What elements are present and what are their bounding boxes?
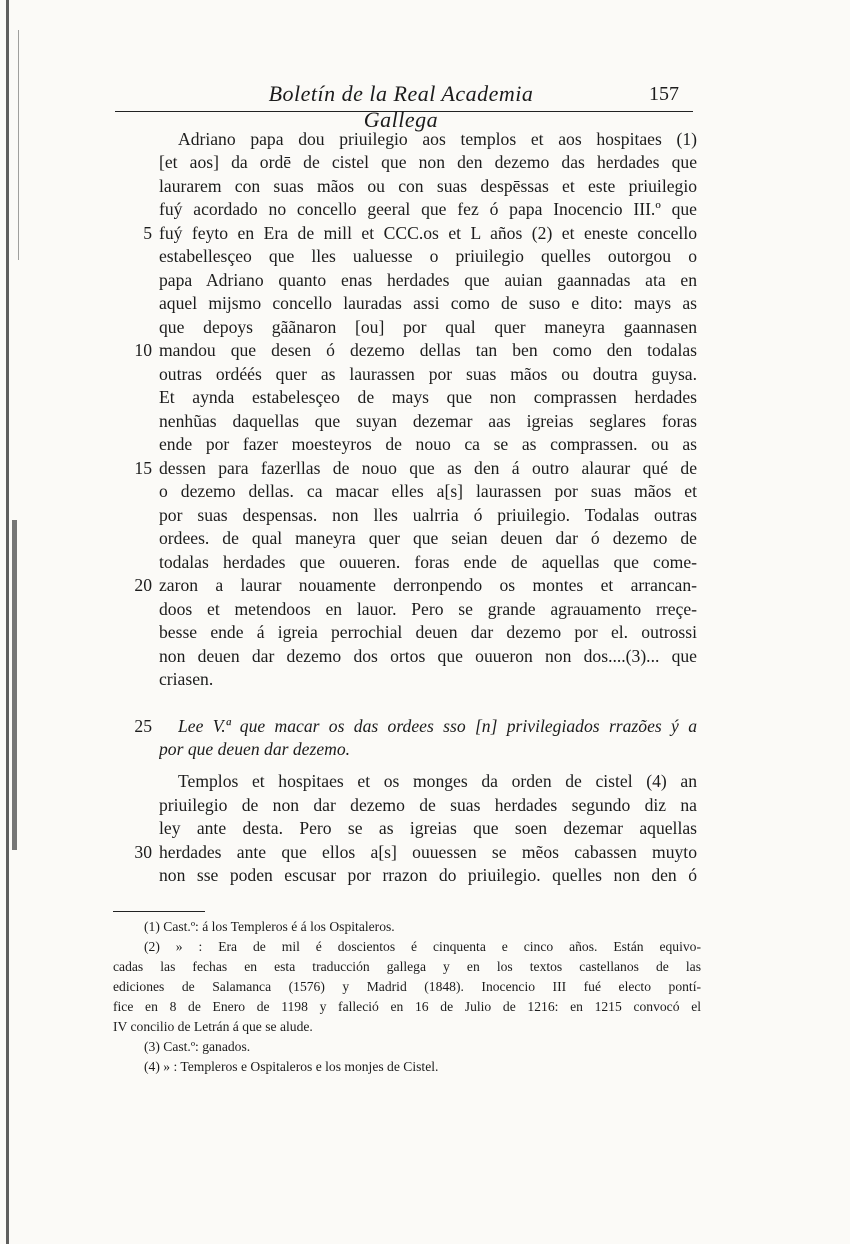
footnote-line: fice en 8 de Enero de 1198 y falleció en 16 de Julio de 1216: en 1215 convocó el bbox=[113, 999, 701, 1014]
body-line: o dezemo dellas. ca macar elles a[s] laurassen por suas mãos et bbox=[159, 481, 697, 501]
body-line: fuý acordado no concello geeral que fez ó papa Inocencio III.º que bbox=[159, 199, 697, 219]
body-line: criasen. bbox=[159, 669, 214, 689]
binding-stroke bbox=[12, 520, 17, 850]
line-number: 20 bbox=[134, 575, 152, 595]
body-line: mandou que desen ó dezemo dellas tan ben como den todalas bbox=[159, 340, 697, 360]
footnote-line: (4) » : Templeros e Ospitaleros e los monjes de Cistel. bbox=[144, 1059, 439, 1074]
body-line: laurarem con suas mãos ou con suas despēssas et este priuilegio bbox=[159, 176, 697, 196]
line-number: 15 bbox=[134, 458, 152, 478]
body-line: fuý feyto en Era de mill et CCC.os et L años (2) et eneste concello bbox=[159, 223, 697, 243]
body-line: dessen para fazerllas de nouo que as den á outro alaurar qué de bbox=[159, 458, 697, 478]
footnote-line: ediciones de Salamanca (1576) y Madrid (1848). Inocencio III fué electo pontí- bbox=[113, 979, 701, 994]
page-number: 157 bbox=[649, 83, 679, 105]
body-line: non sse poden escusar por rrazon do priuilegio. quelles non den ó bbox=[159, 865, 697, 885]
binding-stroke bbox=[6, 0, 9, 1244]
body-line: non deuen dar dezemo dos ortos que ouueron non dos....(3)... que bbox=[159, 646, 697, 666]
line-number: 5 bbox=[143, 223, 152, 243]
body-line: que depoys gããnaron [ou] por qual quer maneyra gaannasen bbox=[159, 317, 697, 337]
body-line: besse ende á igreia perrochial deuen dar dezemo por el. outrossi bbox=[159, 622, 697, 642]
body-line: nenhũas daquellas que suyan dezemar aas igreias seglares foras bbox=[159, 411, 697, 431]
line-number: 25 bbox=[134, 716, 152, 736]
running-title: Boletín de la Real Academia Gallega bbox=[268, 81, 534, 132]
body-line: ordees. de qual maneyra quer que seian deuen dar ó dezemo de bbox=[159, 528, 697, 548]
footnote-rule bbox=[113, 911, 205, 912]
body-line: Et aynda estabelesçeo de mays que non comprassen herdades bbox=[159, 387, 697, 407]
body-line: Templos et hospitaes et os monges da orden de cistel (4) an bbox=[178, 771, 697, 791]
line-number: 10 bbox=[134, 340, 152, 360]
body-line: aquel mijsmo concello lauradas assi como de suso e dito: mays as bbox=[159, 293, 697, 313]
footnote-line: (1) Cast.º: á los Templeros é á los Ospitaleros. bbox=[144, 919, 395, 934]
body-line: herdades ante que ellos a[s] ouuessen se mẽos cabassen muyto bbox=[159, 842, 697, 862]
body-line: zaron a laurar nouamente derronpendo os montes et arrancan- bbox=[159, 575, 697, 595]
binding-stroke bbox=[18, 30, 19, 260]
rubric-line: por que deuen dar dezemo. bbox=[159, 739, 351, 759]
body-line: doos et metendoos en lauor. Pero se grande agrauamento rreçe- bbox=[159, 599, 697, 619]
body-line: Adriano papa dou priuilegio aos templos et aos hospitaes (1) bbox=[178, 129, 697, 149]
body-line: papa Adriano quanto enas herdades que auian gaannadas ata en bbox=[159, 270, 697, 290]
body-line: todalas herdades que ouueren. foras ende de aquellas que come- bbox=[159, 552, 697, 572]
footnote-line: cadas las fechas en esta traducción gallega y en los textos castellanos de las bbox=[113, 959, 701, 974]
body-line: [et aos] da ordē de cistel que non den dezemo das herdades que bbox=[159, 152, 697, 172]
binding-shadow bbox=[0, 0, 26, 1244]
body-line: estabellesçeo que lles ualuesse o priuilegio quelles outorgou o bbox=[159, 246, 697, 266]
body-line: ende por fazer moesteyros de nouo ca se as comprassen. ou as bbox=[159, 434, 697, 454]
footnote-line: IV concilio de Letrán á que se alude. bbox=[113, 1019, 313, 1034]
body-line: priuilegio de non dar dezemo de suas herdades segundo diz na bbox=[159, 795, 697, 815]
footnote-line: (2) » : Era de mil é doscientos é cinquenta e cinco años. Están equivo- bbox=[144, 939, 701, 954]
body-line: ley ante desta. Pero se as igreias que soen dezemar aquellas bbox=[159, 818, 697, 838]
body-line: outras ordéés quer as laurassen por suas mãos ou doutra guysa. bbox=[159, 364, 697, 384]
line-number: 30 bbox=[134, 842, 152, 862]
footnote-line: (3) Cast.º: ganados. bbox=[144, 1039, 251, 1054]
body-line: por suas despensas. non lles ualrria ó priuilegio. Todalas outras bbox=[159, 505, 697, 525]
running-header bbox=[115, 81, 693, 132]
rubric-line: Lee V.ª que macar os das ordees sso [n] privilegiados rrazões ý a bbox=[178, 716, 697, 736]
